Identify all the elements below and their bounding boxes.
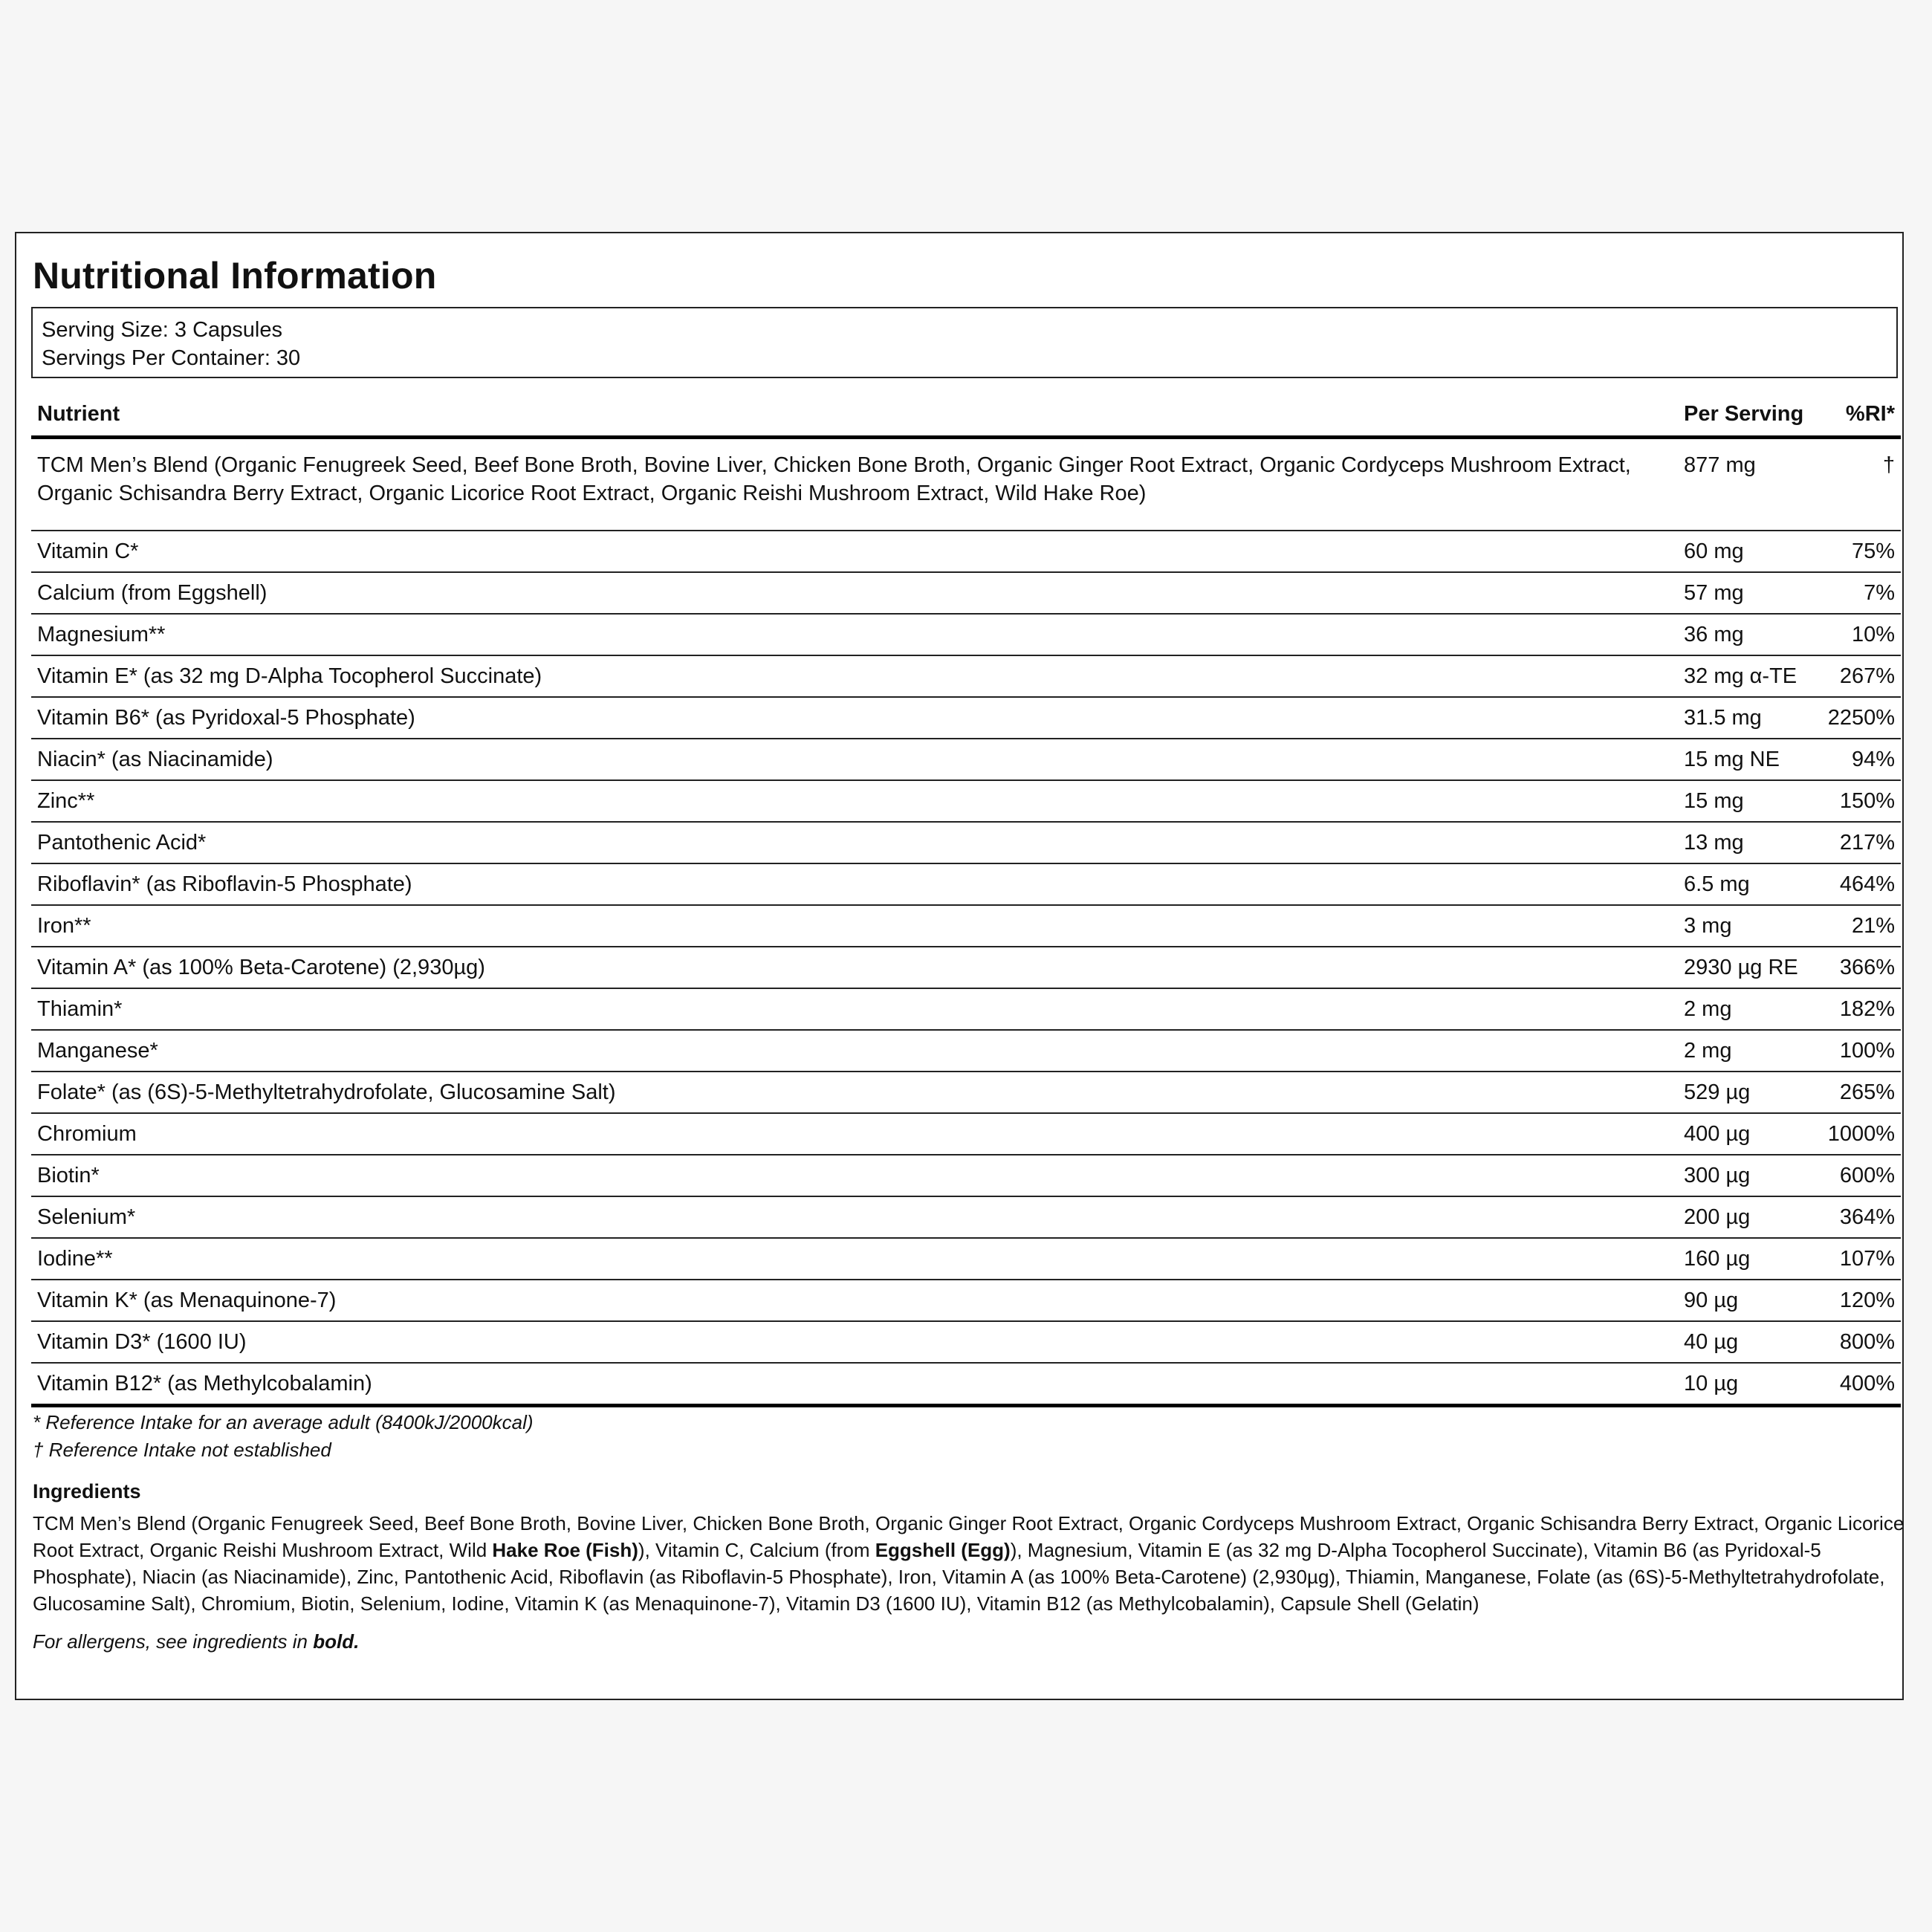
ri-value: 600% (1821, 1155, 1901, 1196)
ingredients-part2: ), Vitamin C, Calcium (from (638, 1539, 875, 1561)
nutrient-name: Biotin* (31, 1155, 1678, 1196)
ri-value: 267% (1821, 655, 1901, 697)
allergen-note-text: For allergens, see ingredients in (33, 1630, 314, 1653)
per-serving-value: 6.5 mg (1678, 863, 1821, 905)
per-serving-value: 32 mg α-TE (1678, 655, 1821, 697)
table-row (31, 739, 1901, 780)
per-serving-value: 529 µg (1678, 1072, 1821, 1113)
nutrient-name: Calcium (from Eggshell) (31, 572, 1678, 614)
per-serving-value: 400 µg (1678, 1113, 1821, 1155)
serving-size: Serving Size: 3 Capsules (42, 318, 282, 342)
table-row (31, 438, 1901, 531)
ri-value: 1000% (1821, 1113, 1901, 1155)
allergen-note (33, 1630, 359, 1653)
table-row (31, 572, 1901, 614)
per-serving-value: 2 mg (1678, 1030, 1821, 1072)
ri-value: 2250% (1821, 697, 1901, 739)
table-row (31, 863, 1901, 905)
per-serving-value: 31.5 mg (1678, 697, 1821, 739)
per-serving-value: 15 mg (1678, 780, 1821, 822)
nutrient-name: Riboflavin* (as Riboflavin-5 Phosphate) (31, 863, 1678, 905)
nutrient-name: Manganese* (31, 1030, 1678, 1072)
per-serving-value: 3 mg (1678, 905, 1821, 947)
nutrient-name: Vitamin B12* (as Methylcobalamin) (31, 1363, 1678, 1406)
per-serving-value: 60 mg (1678, 531, 1821, 572)
nutrient-name: Iron** (31, 905, 1678, 947)
header-ri: %RI* (1821, 392, 1901, 438)
ingredients-part1: TCM Men’s Blend (Organic Fenugreek Seed, Beef Bone Broth, Bovine Liver, Chicken Bone Broth, Organic Ginger Root Extract, Organic Cordyceps Mushroom Extract, Organic Schisandra Berry Extract, Organic Licorice Root Extract, Organic Reishi Mushroom Extract, Wild (33, 1512, 1905, 1561)
table-row (31, 614, 1901, 655)
table-row (31, 1196, 1901, 1238)
table-row (31, 655, 1901, 697)
nutrient-name: Vitamin D3* (1600 IU) (31, 1321, 1678, 1363)
table-row (31, 780, 1901, 822)
nutrient-table (31, 392, 1901, 1407)
ri-value: 364% (1821, 1196, 1901, 1238)
header-nutrient: Nutrient (31, 392, 1678, 438)
per-serving-value: 15 mg NE (1678, 739, 1821, 780)
nutrient-name: Selenium* (31, 1196, 1678, 1238)
table-row (31, 905, 1901, 947)
nutrient-name: Zinc** (31, 780, 1678, 822)
nutrient-name: TCM Men’s Blend (Organic Fenugreek Seed, Beef Bone Broth, Bovine Liver, Chicken Bone Broth, Organic Ginger Root Extract, Organic Cordyceps Mushroom Extract, Organic Schisandra Berry Extract, Organic Licorice Root Extract, Organic Reishi Mushroom Extract, Wild Hake Roe) (31, 438, 1678, 531)
ri-value: 464% (1821, 863, 1901, 905)
nutrient-name: Pantothenic Acid* (31, 822, 1678, 863)
servings-per-container: Servings Per Container: 30 (42, 346, 301, 370)
nutrient-table-body (31, 438, 1901, 1406)
per-serving-value: 300 µg (1678, 1155, 1821, 1196)
table-row (31, 697, 1901, 739)
ri-value: † (1821, 438, 1901, 531)
table-row (31, 1072, 1901, 1113)
nutrient-name: Vitamin A* (as 100% Beta-Carotene) (2,930µg) (31, 947, 1678, 988)
header-per-serving: Per Serving (1678, 392, 1821, 438)
ri-value: 400% (1821, 1363, 1901, 1406)
table-row (31, 988, 1901, 1030)
ri-value: 75% (1821, 531, 1901, 572)
table-row (31, 1238, 1901, 1280)
nutrient-name: Chromium (31, 1113, 1678, 1155)
per-serving-value: 877 mg (1678, 438, 1821, 531)
per-serving-value: 160 µg (1678, 1238, 1821, 1280)
table-row (31, 1155, 1901, 1196)
allergen-egg: Eggshell (Egg) (875, 1539, 1011, 1561)
ri-value: 94% (1821, 739, 1901, 780)
serving-info-box (31, 307, 1898, 378)
ri-value: 182% (1821, 988, 1901, 1030)
table-row (31, 1321, 1901, 1363)
nutrition-panel (15, 232, 1904, 1700)
ri-value: 120% (1821, 1280, 1901, 1321)
table-row (31, 1363, 1901, 1406)
per-serving-value: 2930 µg RE (1678, 947, 1821, 988)
nutrient-name: Magnesium** (31, 614, 1678, 655)
nutrient-name: Niacin* (as Niacinamide) (31, 739, 1678, 780)
table-header-row (31, 392, 1901, 438)
ingredients-title: Ingredients (33, 1480, 141, 1503)
ri-value: 107% (1821, 1238, 1901, 1280)
per-serving-value: 40 µg (1678, 1321, 1821, 1363)
nutrient-name: Vitamin C* (31, 531, 1678, 572)
per-serving-value: 10 µg (1678, 1363, 1821, 1406)
table-row (31, 1280, 1901, 1321)
ri-value: 217% (1821, 822, 1901, 863)
table-row (31, 531, 1901, 572)
nutrient-name: Vitamin E* (as 32 mg D-Alpha Tocopherol Succinate) (31, 655, 1678, 697)
ri-value: 265% (1821, 1072, 1901, 1113)
ri-value: 100% (1821, 1030, 1901, 1072)
per-serving-value: 13 mg (1678, 822, 1821, 863)
nutrient-name: Vitamin K* (as Menaquinone-7) (31, 1280, 1678, 1321)
footnotes (33, 1409, 534, 1464)
per-serving-value: 36 mg (1678, 614, 1821, 655)
allergen-fish: Hake Roe (Fish) (492, 1539, 638, 1561)
dagger-footnote: † Reference Intake not established (33, 1439, 331, 1461)
ingredients-text (33, 1510, 1905, 1617)
ri-value: 800% (1821, 1321, 1901, 1363)
allergen-note-bold: bold. (313, 1630, 360, 1653)
per-serving-value: 200 µg (1678, 1196, 1821, 1238)
ri-value: 150% (1821, 780, 1901, 822)
nutrient-name: Thiamin* (31, 988, 1678, 1030)
table-row (31, 1030, 1901, 1072)
table-row (31, 822, 1901, 863)
per-serving-value: 2 mg (1678, 988, 1821, 1030)
ri-value: 10% (1821, 614, 1901, 655)
ingredients-part3: ), Magnesium, Vitamin E (as 32 mg D-Alpha Tocopherol Succinate), Vitamin B6 (as Pyridoxal-5 Phosphate), Niacin (as Niacinamide), Zinc, Pantothenic Acid, Riboflavin (as Riboflavin-5 Phosphate), Iron, Vitamin A (as 100% Beta-Carotene) (2,930µg), Thiamin, Manganese, Folate (as (6S)-5-Methyltetrahydrofolate, Glucosamine Salt), Chromium, Biotin, Selenium, Iodine, Vitamin K (as Menaquinone-7), Vitamin D3 (1600 IU), Vitamin B12 (as Methylcobalamin), Capsule Shell (Gelatin) (33, 1539, 1885, 1615)
nutrient-name: Iodine** (31, 1238, 1678, 1280)
ri-footnote: * Reference Intake for an average adult (8400kJ/2000kcal) (33, 1411, 534, 1433)
per-serving-value: 90 µg (1678, 1280, 1821, 1321)
ri-value: 21% (1821, 905, 1901, 947)
nutrient-name: Vitamin B6* (as Pyridoxal-5 Phosphate) (31, 697, 1678, 739)
page-title: Nutritional Information (33, 255, 437, 296)
nutrient-name: Folate* (as (6S)-5-Methyltetrahydrofolate, Glucosamine Salt) (31, 1072, 1678, 1113)
ri-value: 7% (1821, 572, 1901, 614)
table-row (31, 947, 1901, 988)
ri-value: 366% (1821, 947, 1901, 988)
per-serving-value: 57 mg (1678, 572, 1821, 614)
table-row (31, 1113, 1901, 1155)
